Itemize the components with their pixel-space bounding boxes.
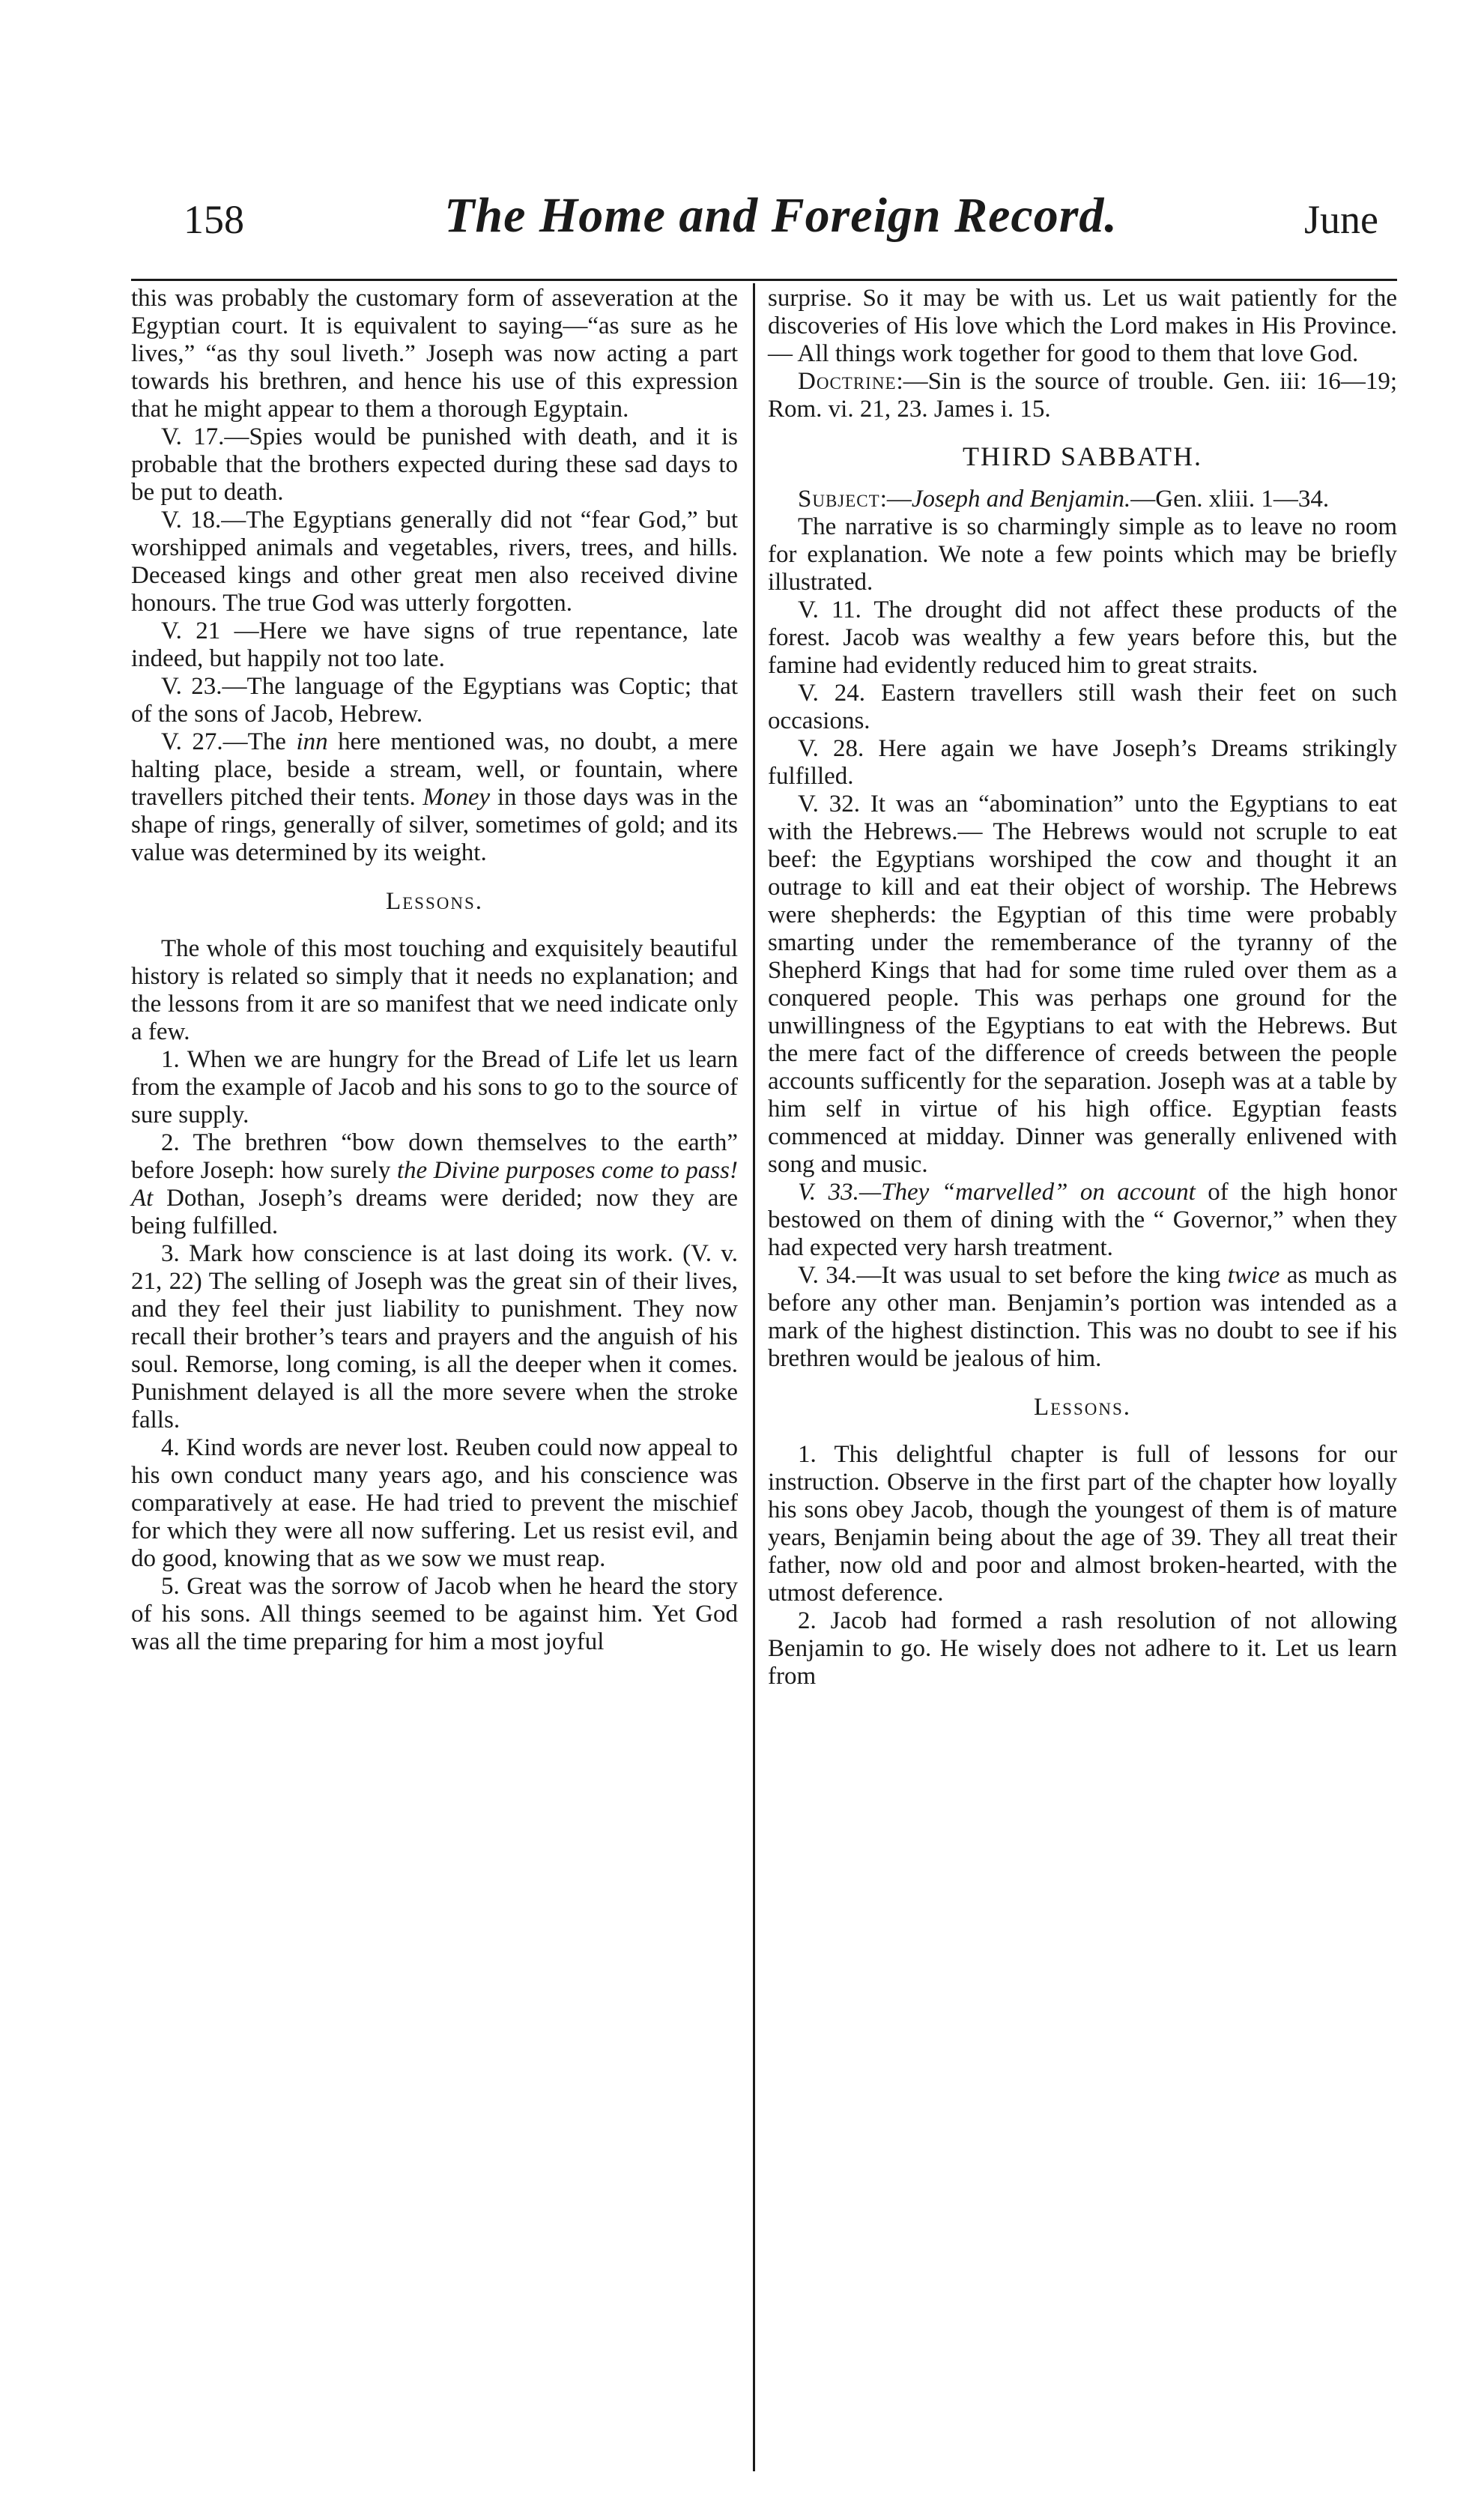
italic-run: Joseph and Benjamin.: [911, 486, 1131, 513]
paragraph: 3. Mark how conscience is at last doing its work. (V. v. 21, 22) The selling of Joseph was the great sin of their lives, and they feel their just liability to punishment. They now recall their brother’s tears and prayers and the anguish of his soul. Remorse, long coming, is all the deeper when it comes. Punishment delayed is all the more severe when the stroke falls.: [131, 1240, 738, 1433]
paragraph: V. 23.—The language of the Egyptians was Coptic; that of the sons of Jacob, Hebrew.: [131, 673, 738, 728]
left-column: [131, 285, 738, 1656]
paragraph: 5. Great was the sorrow of Jacob when he heard the story of his sons. All things seemed to be against him. Yet God was all the time preparing for him a most joyful: [131, 1573, 738, 1655]
text-run: Dothan, Joseph’s dreams were derided; now they are being fulfilled.: [131, 1185, 738, 1239]
small-caps-label: Doctrine: [798, 368, 897, 395]
text-run: 2. The brethren “bow down themselves to the earth” before Joseph: how surely: [131, 1129, 738, 1184]
section-heading: Lessons.: [1033, 1394, 1132, 1421]
paragraph: 4. Kind words are never lost. Reuben could now appeal to his own conduct many years ago, and his conscience was comparatively at ease. He had tried to prevent the mischief for which they were all now suffering. Let us resist evil, and do good, knowing that as we sow we must reap.: [131, 1434, 738, 1572]
italic-run: Money: [423, 784, 491, 811]
italic-run: inn: [296, 728, 328, 755]
paragraph: V. 28. Here again we have Joseph’s Dreams strikingly fulfilled.: [768, 735, 1397, 790]
column-divider: [753, 283, 755, 2471]
paragraph: V. 11. The drought did not affect these products of the forest. Jacob was wealthy a few years before this, but the famine had evidently reduced him to great straits.: [768, 596, 1397, 679]
section-heading: THIRD SABBATH.: [962, 441, 1203, 471]
paragraph: V. 24. Eastern travellers still wash their feet on such occasions.: [768, 680, 1397, 734]
italic-run: the Divine purposes come to pass! At: [131, 1157, 738, 1212]
subject-paragraph: [768, 486, 1397, 513]
issue-month: June: [1304, 197, 1378, 242]
text-run: of the high honor bestowed on them of dining with the “ Governor,” when they had expected very harsh treatment.: [768, 1179, 1398, 1261]
italic-run: V. 33.—They “marvelled” on account: [798, 1179, 1196, 1206]
small-caps-label: Subject: [798, 486, 880, 513]
paragraph: [768, 1262, 1397, 1373]
text-run: :—: [879, 486, 912, 513]
paragraph: V. 17.—Spies would be punished with death, and it is probable that the brothers expected during these sad days to be put to death.: [131, 423, 738, 506]
right-column: [768, 285, 1397, 1690]
running-title: The Home and Foreign Record.: [444, 188, 1118, 243]
text-run: V. 27.—The: [161, 728, 297, 755]
paragraph: V. 18.—The Egyptians generally did not “fear God,” but worshipped animals and vegetables, rivers, trees, and hills. Deceased kings and other great men also received divine honours. The true God was utterly forgotten.: [131, 507, 738, 617]
paragraph: [131, 1129, 738, 1240]
paragraph: V. 21 —Here we have signs of true repentance, late indeed, but happily not too late.: [131, 617, 738, 672]
paragraph: surprise. So it may be with us. Let us wait patiently for the discoveries of His love which the Lord makes in His Province.— All things work together for good to them that love God.: [768, 285, 1397, 367]
paragraph: [768, 1179, 1397, 1262]
paragraph: this was probably the customary form of asseveration at the Egyptian court. It is equivalent to saying—“as sure as he lives,” “as thy soul liveth.” Joseph was now acting a part towards his brethren, and hence his use of this expression that he might appear to them a thorough Egyptain.: [131, 285, 738, 423]
page-header: [184, 187, 1378, 255]
text-run: in those days was in the shape of rings, generally of silver, sometimes of gold; and its value was determined by its weight.: [131, 784, 738, 866]
paragraph: V. 32. It was an “abomination” unto the Egyptians to eat with the Hebrews.— The Hebrews would not scruple to eat beef: the Egyptians worshiped the cow and thought it an outrage to kill and eat their object of worship. The Hebrews were shepherds: the Egyptian of this time were probably smarting under the rememberance of the tyranny of the Shepherd Kings that had for some time ruled over them as a conquered people. This was perhaps one ground for the unwillingness of the Egyptians to eat with the Hebrews. But the mere fact of the difference of creeds between the people accounts sufficently for the separation. Joseph was at a table by him self in virtue of his high office. Egyptian feasts commenced at midday. Dinner was generally enlivened with song and music.: [768, 791, 1397, 1178]
paragraph: [131, 728, 738, 867]
paragraph: 1. This delightful chapter is full of lessons for our instruction. Observe in the first part of the chapter how loyally his sons obey Jacob, though the youngest of them is of mature years, Benjamin being about the age of 39. They all treat their father, now old and poor and almost broken-hearted, with the utmost deference.: [768, 1441, 1397, 1607]
paragraph: 1. When we are hungry for the Bread of Life let us learn from the example of Jacob and his sons to go to the source of sure supply.: [131, 1046, 738, 1128]
doctrine-paragraph: [768, 368, 1397, 423]
text-run: V. 34.—It was usual to set before the king: [798, 1262, 1228, 1289]
text-run: as much as before any other man. Benjamin’s portion was intended as a mark of the highest distinction. This was no doubt to see if his brethren would be jealous of him.: [768, 1262, 1397, 1372]
italic-run: twice: [1227, 1262, 1280, 1289]
section-heading: Lessons.: [385, 888, 484, 915]
page-number: 158: [184, 197, 244, 242]
header-rule: [131, 279, 1397, 281]
text-run: :—Sin is the source of trouble. Gen. iii: 16—19; Rom. vi. 21, 23. James i. 15.: [768, 368, 1397, 423]
paragraph: The whole of this most touching and exquisitely beautiful history is related so simply that it needs no explanation; and the lessons from it are so manifest that we need indicate only a few.: [131, 935, 738, 1045]
text-run: here mentioned was, no doubt, a mere halting place, beside a stream, well, or fountain, where travellers pitched their tents.: [131, 728, 739, 811]
text-run: —Gen. xliii. 1—34.: [1130, 486, 1330, 513]
paragraph: 2. Jacob had formed a rash resolution of not allowing Benjamin to go. He wisely does not adhere to it. Let us learn from: [768, 1607, 1397, 1690]
paragraph: The narrative is so charmingly simple as to leave no room for explanation. We note a few points which may be briefly illustrated.: [768, 513, 1397, 596]
